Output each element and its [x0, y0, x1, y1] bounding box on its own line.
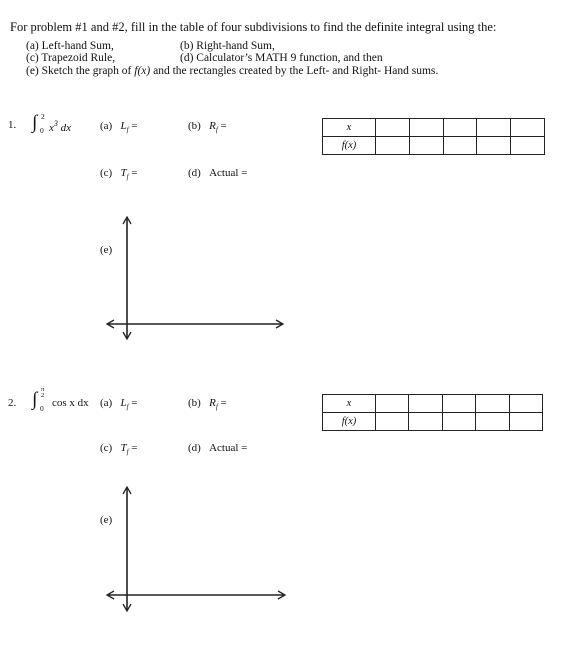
problem1-table — [322, 118, 545, 155]
problem1-number: 1. — [8, 119, 17, 131]
problem2-axes — [100, 482, 300, 622]
table-cell[interactable] — [409, 137, 443, 155]
right-sum-symbol: R — [209, 120, 216, 132]
equals-sign: = — [131, 442, 138, 454]
right-sum-symbol: R — [209, 397, 216, 409]
trapezoid-subscript: f — [126, 448, 129, 457]
option-a: (a) Left-hand Sum, — [26, 40, 114, 52]
part-a-label: (a) — [100, 120, 113, 132]
instructions-intro: For problem #1 and #2, fill in the table of four subdivisions to find the definite integral using the: — [10, 20, 497, 34]
part-c-label: (c) — [100, 442, 113, 454]
problem2-table — [322, 394, 543, 431]
table-cell[interactable] — [376, 137, 410, 155]
table-cell[interactable] — [443, 137, 477, 155]
table-cell[interactable] — [376, 395, 409, 413]
table-cell[interactable] — [477, 137, 511, 155]
problem2-part-a — [100, 397, 138, 411]
problem2-lower-limit: 0 — [40, 404, 44, 413]
integrand-base: x — [49, 122, 54, 134]
problem1-integrand — [49, 119, 71, 134]
problem1-integral — [32, 112, 82, 138]
table-x-header: x — [323, 119, 376, 137]
option-d: (d) Calculator’s MATH 9 function, and then — [180, 52, 383, 64]
table-cell[interactable] — [511, 119, 545, 137]
trapezoid-subscript: f — [126, 173, 129, 182]
problem2-part-b — [188, 397, 227, 411]
table-cell[interactable] — [509, 413, 542, 431]
option-b: (b) Right-hand Sum, — [180, 40, 275, 52]
table-cell[interactable] — [476, 395, 509, 413]
upper-limit-numerator: π — [41, 386, 45, 393]
table-cell[interactable] — [511, 137, 545, 155]
left-sum-subscript: f — [126, 126, 129, 135]
problem2-integrand: cos x dx — [52, 397, 89, 409]
table-cell[interactable] — [443, 119, 477, 137]
right-sum-subscript: f — [215, 403, 218, 412]
equals-sign: = — [220, 120, 227, 132]
problem2-part-c — [100, 442, 138, 456]
actual-label: Actual = — [209, 167, 248, 179]
right-sum-subscript: f — [215, 126, 218, 135]
table-fx-header: f(x) — [323, 137, 376, 155]
part-d-label: (d) — [188, 442, 201, 454]
equals-sign: = — [131, 120, 138, 132]
option-e-suffix: and the rectangles created by the Left- and Right- Hand sums. — [153, 65, 439, 77]
part-d-label: (d) — [188, 167, 201, 179]
left-sum-subscript: f — [126, 403, 129, 412]
table-cell[interactable] — [409, 119, 443, 137]
problem2-part-e-label: (e) — [100, 514, 113, 526]
part-c-label: (c) — [100, 167, 113, 179]
equals-sign: = — [131, 397, 138, 409]
table-cell[interactable] — [409, 395, 442, 413]
problem2-number: 2. — [8, 397, 17, 409]
actual-label: Actual = — [209, 442, 248, 454]
upper-limit-denominator: 2 — [41, 392, 45, 399]
problem1-part-a — [100, 120, 138, 134]
trapezoid-symbol: T — [120, 167, 127, 179]
part-b-label: (b) — [188, 397, 201, 409]
table-cell[interactable] — [509, 395, 542, 413]
equals-sign: = — [131, 167, 138, 179]
option-e-prefix: (e) Sketch the graph of — [26, 65, 132, 77]
table-cell[interactable] — [476, 413, 509, 431]
left-sum-symbol: L — [120, 120, 127, 132]
table-x-header: x — [323, 395, 376, 413]
integral-sign: ∫ — [32, 112, 38, 133]
option-e-function: f(x) — [134, 65, 151, 77]
left-sum-symbol: L — [120, 397, 127, 409]
problem2-upper-limit — [41, 387, 44, 399]
problem1-upper-limit: 2 — [41, 112, 45, 121]
problem1-part-b — [188, 120, 227, 134]
table-cell[interactable] — [376, 413, 409, 431]
problem1-lower-limit: 0 — [40, 126, 44, 135]
integrand-power: 3 — [53, 119, 58, 128]
equals-sign: = — [220, 397, 227, 409]
option-e — [26, 65, 438, 77]
table-cell[interactable] — [442, 395, 475, 413]
problem1-part-e-label: (e) — [100, 244, 113, 256]
problem1-part-c — [100, 167, 138, 181]
table-fx-header: f(x) — [323, 413, 376, 431]
problem1-part-d — [188, 167, 247, 179]
table-cell[interactable] — [442, 413, 475, 431]
problem2-integral — [32, 386, 92, 415]
table-cell[interactable] — [477, 119, 511, 137]
part-b-label: (b) — [188, 120, 201, 132]
trapezoid-symbol: T — [120, 442, 127, 454]
problem2-part-d — [188, 442, 247, 454]
integral-sign: ∫ — [32, 389, 38, 410]
table-cell[interactable] — [409, 413, 442, 431]
option-c: (c) Trapezoid Rule, — [26, 52, 116, 64]
part-a-label: (a) — [100, 397, 113, 409]
table-cell[interactable] — [376, 119, 410, 137]
integrand-differential: dx — [60, 122, 72, 134]
problem1-axes — [100, 210, 300, 350]
